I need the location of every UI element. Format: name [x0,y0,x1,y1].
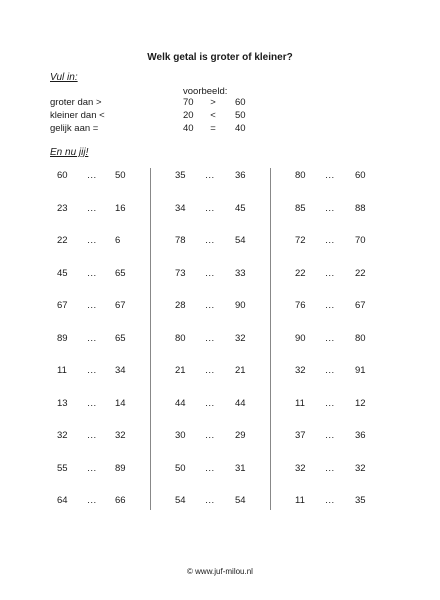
exercise-number-right: 31 [235,463,246,474]
answer-blank: ... [87,333,97,344]
example-smaller-b: 50 [235,110,246,121]
answer-blank: ... [325,300,335,311]
answer-blank: ... [87,463,97,474]
exercise-number-left: 22 [295,268,306,279]
exercise-number-right: 65 [115,333,126,344]
exercise-number-right: 29 [235,430,246,441]
answer-blank: ... [325,235,335,246]
answer-blank: ... [205,333,215,344]
answer-blank: ... [87,203,97,214]
example-equal-symbol: = [210,123,216,134]
answer-blank: ... [205,268,215,279]
footer-copyright: © www.juf-milou.nl [187,567,253,576]
exercise-number-right: 6 [115,235,121,246]
exercise-number-left: 55 [57,463,68,474]
answer-blank: ... [205,463,215,474]
example-smaller-symbol: < [210,110,216,121]
exercise-number-left: 34 [175,203,186,214]
exercise-number-left: 37 [295,430,306,441]
answer-blank: ... [325,495,335,506]
exercise-number-right: 36 [355,430,366,441]
exercise-number-right: 45 [235,203,246,214]
instructions-label: Vul in: [50,72,78,83]
answer-blank: ... [325,268,335,279]
answer-blank: ... [325,333,335,344]
example-equal-b: 40 [235,123,246,134]
exercise-number-left: 22 [57,235,68,246]
exercise-number-left: 54 [175,495,186,506]
answer-blank: ... [87,268,97,279]
exercise-number-left: 78 [175,235,186,246]
answer-blank: ... [325,463,335,474]
exercise-number-right: 67 [115,300,126,311]
exercise-number-right: 33 [235,268,246,279]
exercise-number-right: 60 [355,170,366,181]
exercise-number-left: 28 [175,300,186,311]
exercise-number-right: 14 [115,398,126,409]
exercise-number-left: 89 [57,333,68,344]
exercise-number-left: 90 [295,333,306,344]
answer-blank: ... [87,365,97,376]
exercise-number-left: 11 [295,495,305,506]
answer-blank: ... [205,203,215,214]
exercise-number-right: 34 [115,365,126,376]
exercise-number-left: 32 [295,365,306,376]
exercise-number-right: 66 [115,495,126,506]
answer-blank: ... [205,365,215,376]
exercise-number-left: 60 [57,170,68,181]
exercise-number-right: 80 [355,333,366,344]
answer-blank: ... [205,430,215,441]
exercise-number-left: 44 [175,398,186,409]
answer-blank: ... [325,398,335,409]
exercise-number-right: 67 [355,300,366,311]
answer-blank: ... [325,430,335,441]
exercise-number-left: 72 [295,235,306,246]
answer-blank: ... [205,495,215,506]
legend-term-equal: gelijk aan = [50,123,99,134]
exercise-number-left: 45 [57,268,68,279]
exercise-number-right: 12 [355,398,366,409]
answer-blank: ... [325,170,335,181]
answer-blank: ... [205,170,215,181]
answer-blank: ... [87,430,97,441]
exercise-number-left: 11 [57,365,67,376]
exercise-number-right: 22 [355,268,366,279]
exercise-number-left: 67 [57,300,68,311]
example-greater-symbol: > [210,97,216,108]
exercise-number-left: 76 [295,300,306,311]
exercise-number-left: 21 [175,365,186,376]
example-equal-a: 40 [183,123,194,134]
answer-blank: ... [87,235,97,246]
answer-blank: ... [87,398,97,409]
exercise-number-right: 54 [235,235,246,246]
answer-blank: ... [325,203,335,214]
exercise-number-right: 65 [115,268,126,279]
worksheet-title: Welk getal is groter of kleiner? [147,52,293,63]
exercise-number-right: 50 [115,170,126,181]
exercise-number-left: 80 [175,333,186,344]
exercise-number-right: 54 [235,495,246,506]
exercise-number-right: 35 [355,495,366,506]
answer-blank: ... [325,365,335,376]
exercise-number-left: 30 [175,430,186,441]
exercise-number-right: 90 [235,300,246,311]
exercise-number-right: 91 [355,365,366,376]
exercise-number-left: 50 [175,463,186,474]
exercise-number-left: 73 [175,268,186,279]
answer-blank: ... [205,235,215,246]
exercise-number-left: 64 [57,495,68,506]
exercise-number-right: 36 [235,170,246,181]
exercise-number-left: 32 [295,463,306,474]
exercise-number-right: 70 [355,235,366,246]
exercise-number-left: 85 [295,203,306,214]
exercise-number-left: 35 [175,170,186,181]
exercise-number-left: 23 [57,203,68,214]
exercise-number-right: 88 [355,203,366,214]
exercise-number-right: 32 [115,430,126,441]
exercise-number-left: 13 [57,398,68,409]
exercise-number-right: 21 [235,365,246,376]
exercise-number-right: 16 [115,203,126,214]
answer-blank: ... [87,300,97,311]
exercise-number-right: 32 [235,333,246,344]
exercise-number-left: 32 [57,430,68,441]
answer-blank: ... [87,495,97,506]
exercise-number-right: 89 [115,463,126,474]
example-greater-a: 70 [183,97,194,108]
legend-term-greater: groter dan > [50,97,102,108]
legend-term-smaller: kleiner dan < [50,110,105,121]
example-greater-b: 60 [235,97,246,108]
exercise-number-right: 32 [355,463,366,474]
exercise-number-right: 44 [235,398,246,409]
example-header: voorbeeld: [183,86,228,97]
answer-blank: ... [205,398,215,409]
answer-blank: ... [87,170,97,181]
exercise-number-left: 11 [295,398,305,409]
answer-blank: ... [205,300,215,311]
exercise-number-left: 80 [295,170,306,181]
example-smaller-a: 20 [183,110,194,121]
exercise-label: En nu jij! [50,147,89,158]
